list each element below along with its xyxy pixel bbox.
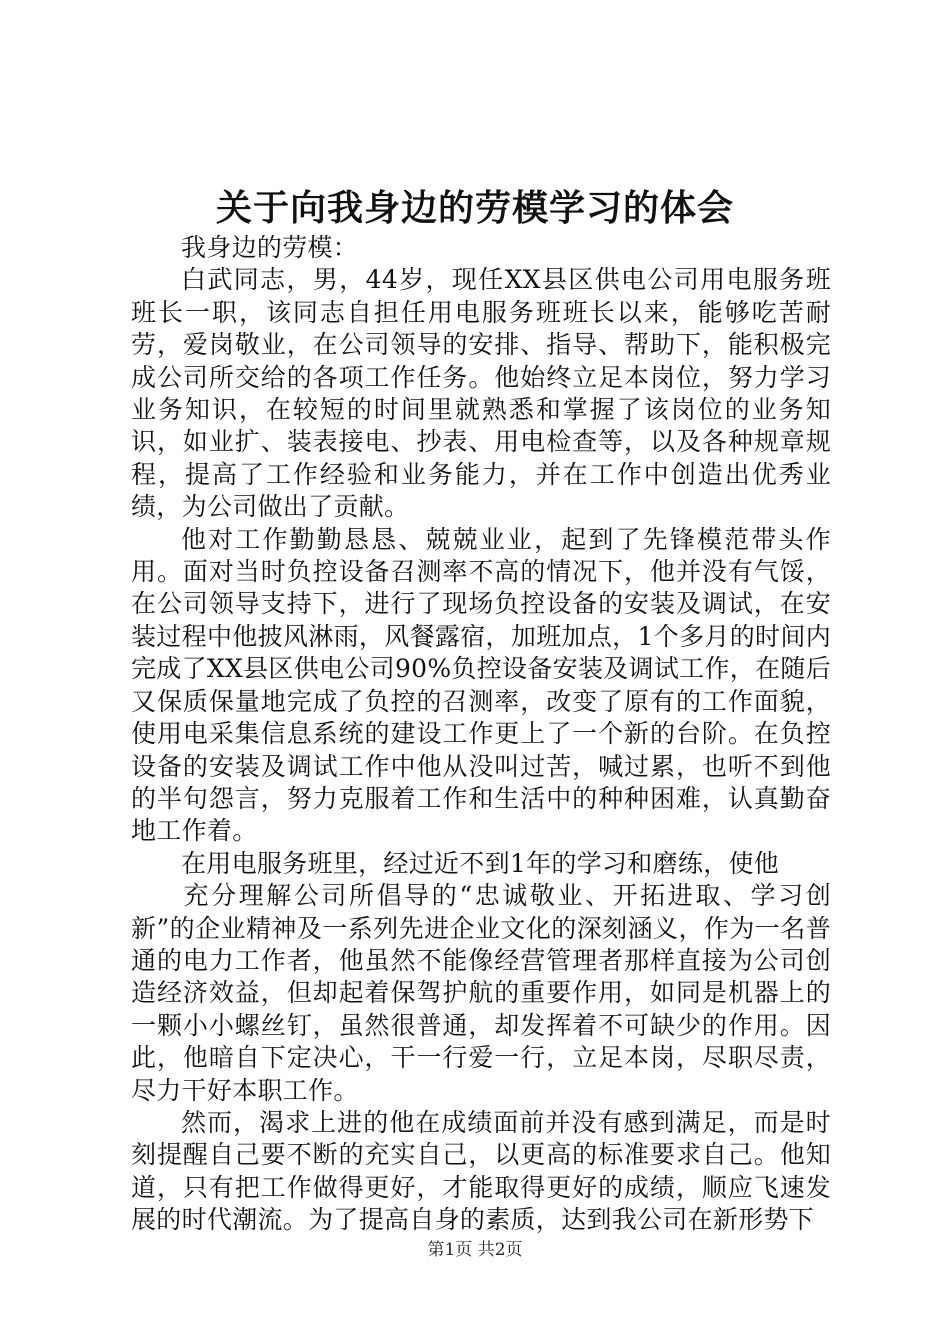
page-title: 关于向我身边的劳模学习的体会 — [215, 187, 734, 229]
paragraph: 白武同志，男，44岁，现任XX县区供电公司用电服务班班长一职，该同志自担任用电服务班班长以来，能够吃苦耐劳，爱岗敬业，在公司领导的安排、指导、帮助下，能积极完成公司所交给的各项工作任务。他始终立足本岗位，努力学习业务知识，在较短的时间里就熟悉和掌握了该岗位的业务知识，如业扩、装表接电、抄表、用电检查等，以及各种规章规程，提高了工作经验和业务能力，并在工作中创造出优秀业绩，为公司做出了贡献。 — [131, 265, 831, 522]
paragraph: 然而，渴求上进的他在成绩面前并没有感到满足，而是时刻提醒自己要不断的充实自己，以更高的标准要求自己。他知道，只有把工作做得更好，才能取得更好的成绩，顺应飞速发展的时代潮流。为了提高自身的素质，达到我公司在新形势下 — [131, 1107, 831, 1235]
page-footer: 第1页 共2页 — [427, 1240, 523, 1260]
paragraph: 在用电服务班里，经过近不到1年的学习和磨练，使他 — [181, 848, 780, 878]
paragraph: 充分理解公司所倡导的“忠诚敬业、开拓进取、学习创新”的企业精神及一系列先进企业文化的深刻涵义，作为一名普通的电力工作者，他虽然不能像经营管理者那样直接为公司创造经济效益，但却起着保驾护航的重要作用，如同是机器上的一颗小小螺丝钉，虽然很普通，却发挥着不可缺少的作用。因此，他暗自下定决心，干一行爱一行，立足本岗，尽职尽责，尽力干好本职工作。 — [131, 881, 831, 1105]
paragraph-salutation: 我身边的劳模： — [181, 233, 359, 262]
paragraph: 他对工作勤勤恳恳、兢兢业业，起到了先锋模范带头作用。面对当时负控设备召测率不高的情况下，他并没有气馁，在公司领导支持下，进行了现场负控设备的安装及调试，在安装过程中他披风淋雨，风餐露宿，加班加点，1个多月的时间内完成了XX县区供电公司90%负控设备安装及调试工作，在随后又保质保量地完成了负控的召测率，改变了原有的工作面貌，使用电采集信息系统的建设工作更上了一个新的台阶。在负控设备的安装及调试工作中他从没叫过苦，喊过累，也听不到他的半句怨言，努力克服着工作和生活中的种种困难，认真勤奋地工作着。 — [131, 524, 831, 846]
document-body — [131, 232, 831, 1237]
